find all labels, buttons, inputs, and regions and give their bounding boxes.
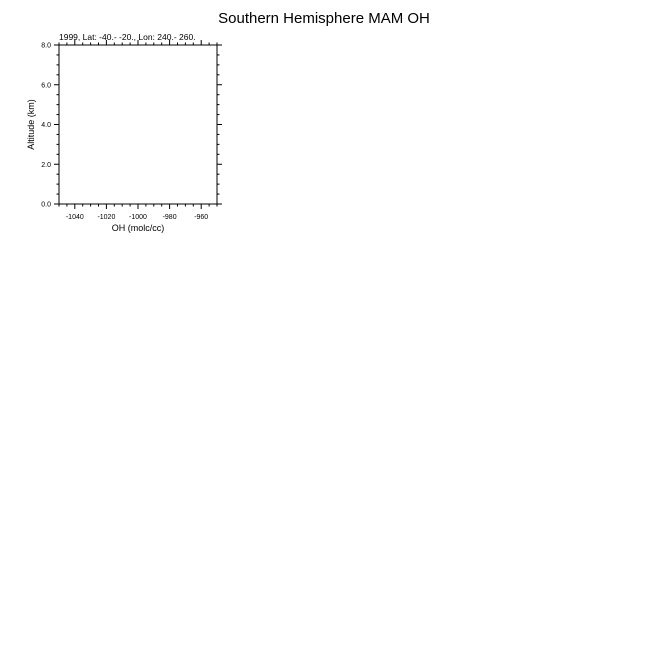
y-tick-label: 8.0 <box>41 42 51 50</box>
chart-subtitle: 1999, Lat: -40.- -20., Lon: 240.- 260. <box>59 32 196 42</box>
x-tick-label: -1020 <box>97 214 116 221</box>
x-axis-label: OH (molc/cc) <box>111 223 165 233</box>
main-title: Southern Hemisphere MAM OH <box>218 10 430 27</box>
x-axis-tick-labels <box>66 214 208 221</box>
x-axis-ticks <box>59 40 217 209</box>
plot-frame <box>59 45 217 204</box>
x-tick-label: -960 <box>194 214 209 221</box>
x-tick-label: -1040 <box>65 214 84 221</box>
y-axis-tick-labels <box>41 43 51 209</box>
y-tick-label: 0.0 <box>41 201 51 209</box>
y-tick-label: 2.0 <box>41 161 51 169</box>
y-axis-ticks <box>54 45 222 204</box>
y-tick-label: 6.0 <box>41 82 51 90</box>
x-tick-label: -980 <box>162 214 177 221</box>
y-axis-label: Altitude (km) <box>26 99 36 150</box>
y-tick-label: 4.0 <box>41 122 51 129</box>
x-tick-label: -1000 <box>129 214 147 221</box>
